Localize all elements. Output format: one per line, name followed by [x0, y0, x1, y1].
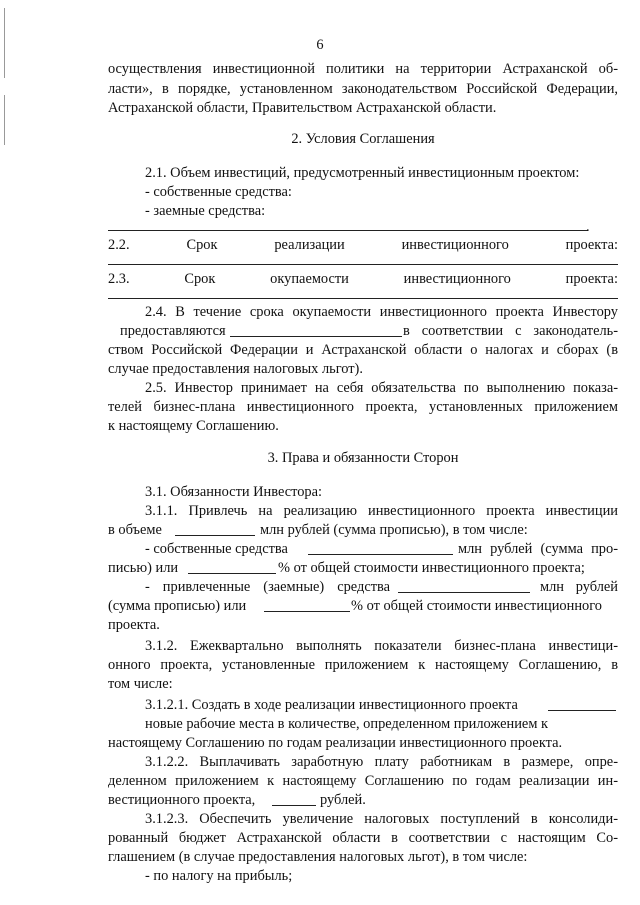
benefits-blank — [230, 322, 402, 337]
own-funds-blank — [308, 540, 453, 555]
amount-blank — [175, 521, 255, 536]
attracted-funds-line-2b: % от общей стоимости инвестиционного — [351, 598, 602, 614]
fill-line — [108, 230, 588, 231]
clause-2-3-word: Срок — [184, 271, 216, 287]
attracted-funds-line-3: проекта. — [108, 617, 160, 633]
own-funds-line-2a: писью) или — [108, 560, 179, 576]
section-2-title: 2. Условия Соглашения — [291, 131, 435, 147]
clause-3-1-2-1-line-2: новые рабочие места в количестве, определенном приложением к — [145, 716, 549, 732]
own-funds-line-2b: % от общей стоимости инвестиционного проекта; — [278, 560, 585, 576]
scan-margin-mark — [4, 95, 5, 145]
fill-line-dot: . — [586, 219, 590, 235]
clause-3-1-1-line-1: 3.1.1. Привлечь на реализацию инвестиционного проекта инвестиции — [145, 503, 618, 519]
clause-3-1-2-1-line-3: настоящему Соглашению по годам реализации инвестиционного проекта. — [108, 735, 563, 751]
clause-2-2-row — [108, 236, 618, 255]
clause-3-1-1-line-2b: млн рублей (сумма прописью), в том числе: — [260, 522, 528, 538]
clause-2-5-line-1: 2.5. Инвестор принимает на себя обязательства по выполнению показа- — [145, 380, 618, 396]
clause-2-4-line-4: случае предоставления налоговых льгот). — [108, 361, 363, 377]
clause-3-1-2-2-line-3b: рублей. — [320, 792, 366, 808]
attracted-funds-percent-blank — [264, 597, 350, 612]
clause-2-2-word: реализации — [274, 237, 345, 253]
own-funds-percent-blank — [188, 559, 276, 574]
fill-line — [108, 298, 618, 299]
clause-2-3-word: окупаемости — [270, 271, 349, 287]
clause-2-3-word: инвестиционного — [403, 271, 511, 287]
attracted-funds-blank — [398, 578, 530, 593]
clause-2-4-line-2a: предоставляются — [120, 323, 226, 339]
own-funds-line-1b: млн рублей (сумма про- — [458, 541, 618, 557]
clause-3-1-2-line-3: том числе: — [108, 676, 173, 692]
clause-2-4-line-2b: в соответствии с законодатель- — [403, 323, 618, 339]
intro-line-3: Астраханской области, Правительством Астраханской области. — [108, 100, 497, 116]
clause-2-2-word: проекта: — [565, 237, 618, 253]
fill-line — [108, 264, 618, 265]
clause-2-4-line-1: 2.4. В течение срока окупаемости инвестиционного проекта Инвестору — [145, 304, 618, 320]
clause-2-4-line-3: ством Российской Федерации и Астраханской области о налогах и сборах (в — [108, 342, 618, 358]
clause-3-1-1-line-2a: в объеме — [108, 522, 162, 538]
clause-2-2-word: Срок — [186, 237, 218, 253]
clause-2-3-row — [108, 270, 618, 289]
clause-3-1-2-3-line-3: глашением (в случае предоставления налоговых льгот), в том числе: — [108, 849, 528, 865]
clause-3-1-2-line-2: онного проекта, установленные приложением к настоящему Соглашению, в — [108, 657, 618, 673]
clause-2-2-word: инвестиционного — [401, 237, 509, 253]
attracted-funds-line-2a: (сумма прописью) или — [108, 598, 247, 614]
salary-blank — [272, 791, 316, 806]
profit-tax-item: - по налогу на прибыль; — [145, 868, 293, 884]
intro-line-1: осуществления инвестиционной политики на территории Астраханской об- — [108, 61, 618, 77]
clause-2-5-line-2: телей бизнес-плана инвестиционного проекта, установленных приложением — [108, 399, 618, 415]
clause-3-1-2-3-line-2: рованный бюджет Астраханской области в соответствии с настоящим Со- — [108, 830, 618, 846]
clause-2-5-line-3: к настоящему Соглашению. — [108, 418, 279, 434]
own-funds-label: - собственные средства: — [145, 184, 292, 200]
clause-2-2-num: 2.2. — [108, 237, 130, 253]
attracted-funds-line-1a: - привлеченные (заемные) средства — [145, 579, 390, 595]
clause-2-3-word: проекта: — [565, 271, 618, 287]
clause-3-1: 3.1. Обязанности Инвестора: — [145, 484, 322, 500]
page-number: 6 — [316, 37, 324, 53]
clause-2-1: 2.1. Объем инвестиций, предусмотренный инвестиционным проектом: — [145, 165, 580, 181]
clause-3-1-2-line-1: 3.1.2. Ежеквартально выполнять показатели бизнес-плана инвестици- — [145, 638, 618, 654]
attracted-funds-line-1b: млн рублей — [540, 579, 618, 595]
clause-3-1-2-2-line-2: деленном приложением к настоящему Соглашению по годам реализации ин- — [108, 773, 618, 789]
clause-3-1-2-2-line-3a: вестиционного проекта, — [108, 792, 256, 808]
clause-3-1-2-2-line-1: 3.1.2.2. Выплачивать заработную плату работникам в размере, опре- — [145, 754, 618, 770]
clause-3-1-2-3-line-1: 3.1.2.3. Обеспечить увеличение налоговых поступлений в консолиди- — [145, 811, 618, 827]
borrowed-funds-label: - заемные средства: — [145, 203, 266, 219]
own-funds-line-1a: - собственные средства — [145, 541, 288, 557]
clause-2-3-num: 2.3. — [108, 271, 130, 287]
clause-3-1-2-1-line-1: 3.1.2.1. Создать в ходе реализации инвестиционного проекта — [145, 697, 518, 713]
workplaces-blank — [548, 696, 616, 711]
section-3-title: 3. Права и обязанности Сторон — [267, 450, 459, 466]
intro-line-2: ласти», в порядке, установленном законодательством Российской Федерации, — [108, 81, 618, 97]
